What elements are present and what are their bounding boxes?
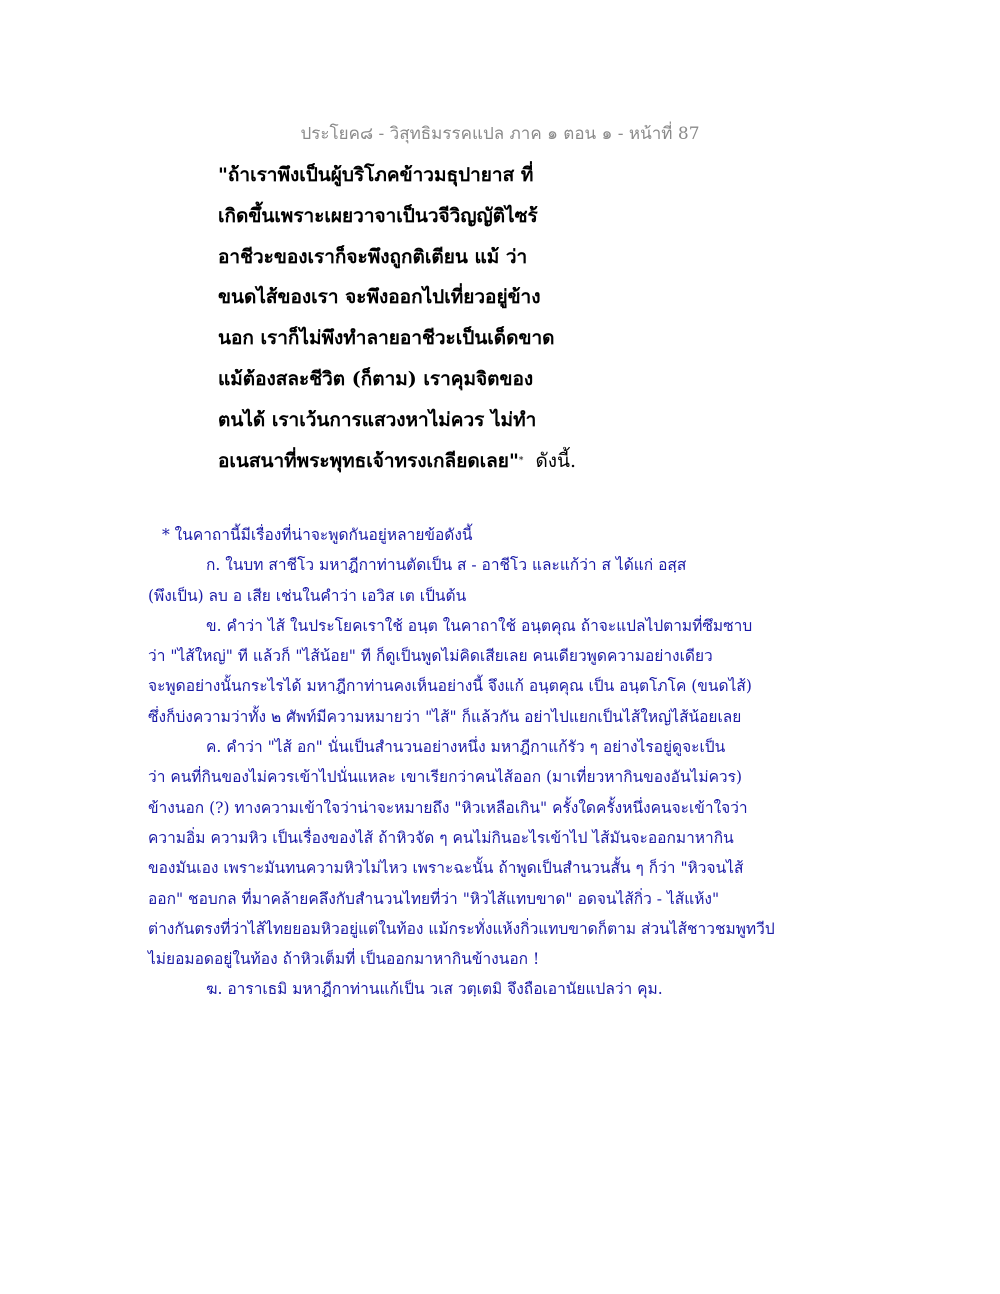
footnote-line: ก. ในบท สาชีโว มหาฎีกาท่านตัดเป็น ส - อาชีโว และแก้ว่า ส ได้แก่ อสฺส xyxy=(206,556,687,575)
verse-last-line xyxy=(218,444,818,485)
footnote-line: ว่า "ไส้ใหญ่" ที แล้วก็ "ไส้น้อย" ที ก็ดูเป็นพูดไม่คิดเสียเลย คนเดียวพูดความอย่างเดียว xyxy=(148,647,713,666)
footnote-line: ซึ่งก็บ่งความว่าทั้ง ๒ ศัพท์มีความหมายว่า "ไส้" ก็แล้วกัน อย่าไปแยกเป็นไส้ใหญ่ไส้น้อยเลย xyxy=(148,707,742,726)
verse-block xyxy=(218,158,818,484)
footnote-line: ไม่ยอมอดอยู่ในท้อง ถ้าหิวเต็มที่ เป็นออกมาหากินข้างนอก ! xyxy=(148,950,540,969)
verse-ending: ดังนี้. xyxy=(535,449,577,472)
verse-line: นอก เราก็ไม่พึงทำลายอาชีวะเป็นเด็ดขาด xyxy=(218,327,555,350)
footnote-line: ฆ. อาราเธมิ มหาฎีกาท่านแก้เป็น วเส วตฺเตมิ จึงถือเอานัยแปลว่า คุม. xyxy=(206,980,663,999)
verse-line: อาชีวะของเราก็จะพึงถูกติเตียน แม้ ว่า xyxy=(218,245,528,268)
footnote-line: ว่า คนที่กินของไม่ควรเข้าไปนั่นแหละ เขาเรียกว่าคนไส้ออก (มาเที่ยวหากินของอันไม่ควร) xyxy=(148,768,743,787)
footnote-line: จะพูดอย่างนั้นกระไรได้ มหาฎีกาท่านคงเห็นอย่างนี้ จึงแก้ อนฺตคุณ เป็น อนฺตโภโค (ขนดไส้) xyxy=(148,677,752,696)
footnote-line: ข. คำว่า ไส้ ในประโยคเราใช้ อนฺต ในคาถาใช้ อนฺตคุณ ถ้าจะแปลไปตามที่ซึมซาบ xyxy=(206,616,753,635)
verse-line: เกิดขึ้นเพราะเผยวาจาเป็นวจีวิญญัติไซร้ xyxy=(218,204,538,227)
footnote-line: ความอิ่ม ความหิว เป็นเรื่องของไส้ ถ้าหิวจัด ๆ คนไม่กินอะไรเข้าไป ไส้มันจะออกมาหากิน xyxy=(148,828,734,847)
verse-line: ตนได้ เราเว้นการแสวงหาไม่ควร ไม่ทำ xyxy=(218,408,537,431)
verse-line: "ถ้าเราพึงเป็นผู้บริโภคข้าวมธุปายาส ที่ xyxy=(218,164,534,186)
page-header: ประโยค๘ - วิสุทธิมรรคแปล ภาค ๑ ตอน ๑ - หน้าที่ 87 xyxy=(300,124,700,144)
verse-line: แม้ต้องสละชีวิต (ก็ตาม) เราคุมจิตของ xyxy=(218,367,534,390)
footnote-mark: * xyxy=(518,455,524,466)
footnote-block xyxy=(148,521,848,1006)
footnote-line: ของมันเอง เพราะมันทนความหิวไม่ไหว เพราะฉะนั้น ถ้าพูดเป็นสำนวนสั้น ๆ ก็ว่า "หิวจนไส้ xyxy=(148,859,744,878)
footnote-line: ออก" ชอบกล ที่มาคล้ายคลึงกับสำนวนไทยที่ว่า "หิวไส้แทบขาด" อดจนไส้กิ่ว - ไส้แห้ง" xyxy=(148,889,720,908)
footnote-line: ต่างกันตรงที่ว่าไส้ไทยยอมหิวอยู่แต่ในท้อง แม้กระทั่งแห้งกิ่วแทบขาดก็ตาม ส่วนไส้ชาวชมพูทวีป xyxy=(148,919,775,938)
footnote-line: ข้างนอก (?) ทางความเข้าใจว่าน่าจะหมายถึง "หิวเหลือเกิน" ครั้งใดครั้งหนึ่งคนจะเข้าใจว่า xyxy=(148,798,748,817)
footnote-line: ค. คำว่า "ไส้ อก" นั่นเป็นสำนวนอย่างหนึ่ง มหาฎีกาแก้รัว ๆ อย่างไรอยู่ดูจะเป็น xyxy=(206,738,726,757)
verse-line-text: อเนสนาที่พระพุทธเจ้าทรงเกลียดเลย" xyxy=(218,449,519,472)
verse-line: ขนดไส้ของเรา จะพึงออกไปเที่ยวอยู่ข้าง xyxy=(218,286,541,309)
footnote-line: (พึงเป็น) ลบ อ เสีย เช่นในคำว่า เอวิส เต เป็นต้น xyxy=(148,586,467,605)
footnote-intro: * ในคาถานี้มีเรื่องที่น่าจะพูดกันอยู่หลายข้อดังนี้ xyxy=(162,526,473,544)
